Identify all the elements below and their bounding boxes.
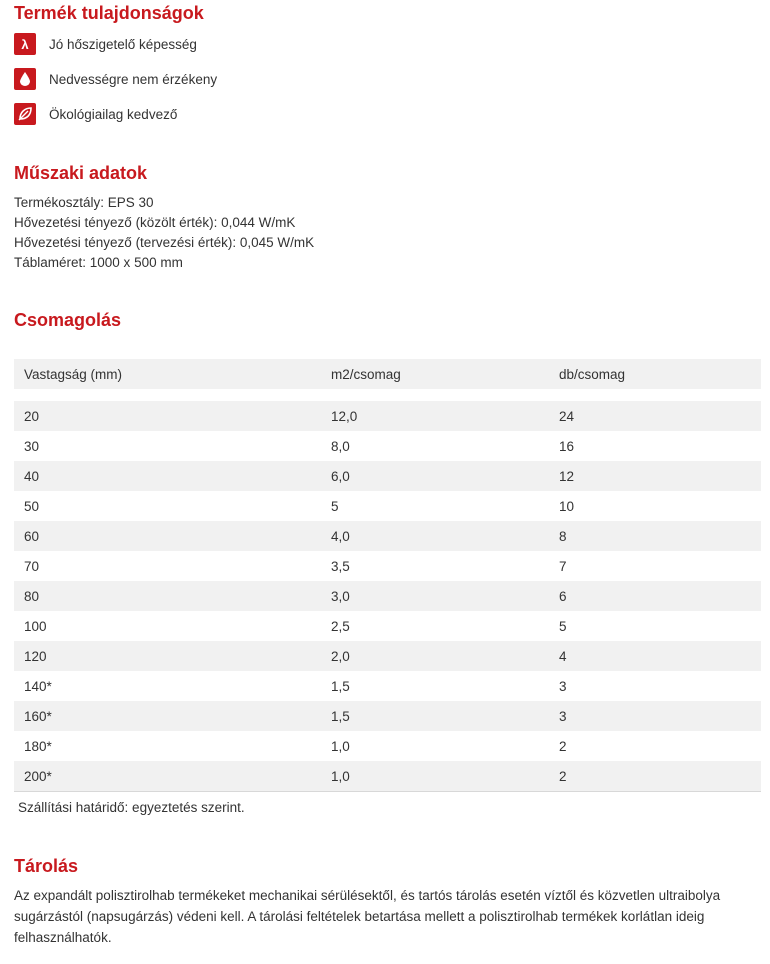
property-label: Ökológiailag kedvező — [49, 106, 178, 122]
technical-line: Termékosztály: EPS 30 — [14, 195, 154, 210]
cell-m2-per-pack: 3,0 — [321, 581, 549, 611]
table-row — [14, 401, 761, 431]
cell-pcs-per-pack: 3 — [549, 701, 761, 731]
cell-pcs-per-pack: 5 — [549, 611, 761, 641]
cell-thickness: 80 — [14, 581, 321, 611]
storage-text: Az expandált polisztirolhab termékeket mechanikai sérülésektől, és tartós tárolás esetén víztől és közvetlen ultraibolya sugárzástól (napsugárzás) védeni kell. A tárolási feltételek betartása mellett a polisztirolhab termékek korlátlan ideig felhasználhatók. — [14, 888, 721, 945]
table-row — [14, 731, 761, 761]
cell-thickness: 70 — [14, 551, 321, 581]
table-row — [14, 551, 761, 581]
properties-list — [14, 32, 217, 137]
table-row — [14, 521, 761, 551]
cell-thickness: 50 — [14, 491, 321, 521]
cell-pcs-per-pack: 7 — [549, 551, 761, 581]
cell-m2-per-pack: 1,0 — [321, 761, 549, 792]
table-row — [14, 761, 761, 792]
cell-m2-per-pack: 12,0 — [321, 401, 549, 431]
cell-thickness: 120 — [14, 641, 321, 671]
cell-m2-per-pack: 1,5 — [321, 671, 549, 701]
cell-m2-per-pack: 2,0 — [321, 641, 549, 671]
cell-thickness: 160* — [14, 701, 321, 731]
cell-thickness: 180* — [14, 731, 321, 761]
cell-thickness: 40 — [14, 461, 321, 491]
table-row — [14, 431, 761, 461]
cell-thickness: 140* — [14, 671, 321, 701]
cell-pcs-per-pack: 16 — [549, 431, 761, 461]
cell-pcs-per-pack: 2 — [549, 761, 761, 792]
cell-pcs-per-pack: 10 — [549, 491, 761, 521]
packaging-title: Csomagolás — [14, 310, 122, 330]
cell-pcs-per-pack: 6 — [549, 581, 761, 611]
cell-thickness: 200* — [14, 761, 321, 792]
cell-m2-per-pack: 2,5 — [321, 611, 549, 641]
technical-line: Táblaméret: 1000 x 500 mm — [14, 255, 183, 270]
delivery-note: Szállítási határidő: egyeztetés szerint. — [18, 800, 245, 815]
technical-line: Hővezetési tényező (közölt érték): 0,044 W/mK — [14, 215, 296, 230]
cell-pcs-per-pack: 3 — [549, 671, 761, 701]
cell-m2-per-pack: 8,0 — [321, 431, 549, 461]
table-header-row — [14, 359, 761, 389]
cell-thickness: 100 — [14, 611, 321, 641]
property-label: Jó hőszigetelő képesség — [49, 36, 197, 52]
drop-icon — [14, 68, 36, 90]
cell-m2-per-pack: 4,0 — [321, 521, 549, 551]
table-row — [14, 701, 761, 731]
technical-line: Hővezetési tényező (tervezési érték): 0,045 W/mK — [14, 235, 315, 250]
packaging-table — [14, 359, 761, 792]
table-row — [14, 641, 761, 671]
table-row — [14, 611, 761, 641]
header-pcs-per-pack: db/csomag — [549, 359, 761, 389]
cell-m2-per-pack: 1,5 — [321, 701, 549, 731]
header-m2-per-pack: m2/csomag — [321, 359, 549, 389]
property-item — [14, 67, 217, 91]
cell-m2-per-pack: 3,5 — [321, 551, 549, 581]
cell-thickness: 60 — [14, 521, 321, 551]
lambda-icon: λ — [14, 33, 36, 55]
cell-pcs-per-pack: 4 — [549, 641, 761, 671]
table-row — [14, 671, 761, 701]
property-label: Nedvességre nem érzékeny — [49, 71, 218, 87]
table-row — [14, 461, 761, 491]
cell-pcs-per-pack: 24 — [549, 401, 761, 431]
table-row — [14, 491, 761, 521]
leaf-icon — [14, 103, 36, 125]
table-row — [14, 581, 761, 611]
property-item — [14, 32, 217, 56]
cell-pcs-per-pack: 2 — [549, 731, 761, 761]
cell-pcs-per-pack: 8 — [549, 521, 761, 551]
property-item — [14, 102, 217, 126]
technical-data — [14, 193, 314, 273]
cell-thickness: 30 — [14, 431, 321, 461]
cell-m2-per-pack: 5 — [321, 491, 549, 521]
cell-pcs-per-pack: 12 — [549, 461, 761, 491]
properties-title: Termék tulajdonságok — [14, 3, 204, 23]
cell-m2-per-pack: 6,0 — [321, 461, 549, 491]
header-thickness: Vastagság (mm) — [14, 359, 321, 389]
technical-title: Műszaki adatok — [14, 163, 148, 183]
cell-thickness: 20 — [14, 401, 321, 431]
cell-m2-per-pack: 1,0 — [321, 731, 549, 761]
storage-title: Tárolás — [14, 856, 79, 876]
